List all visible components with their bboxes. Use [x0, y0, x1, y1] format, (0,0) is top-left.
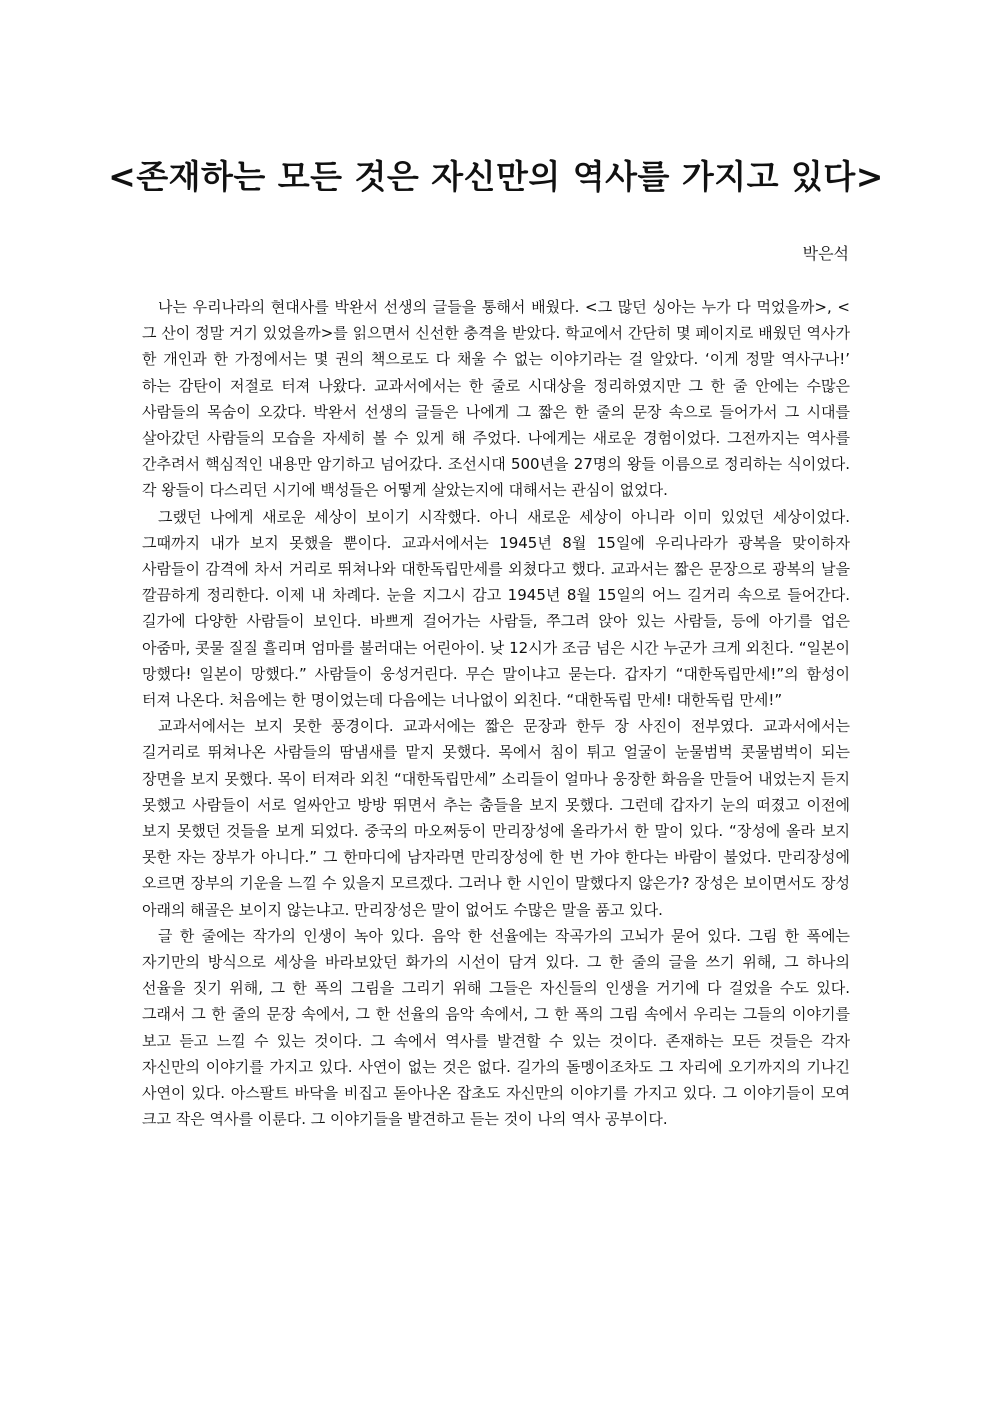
paragraph-4: 글 한 줄에는 작가의 인생이 녹아 있다. 음악 한 선율에는 작곡가의 고뇌가 묻어 있다. 그림 한 폭에는 자기만의 방식으로 세상을 바라보았던 화가의 시선이 담겨 있다. 그 한 줄의 글을 쓰기 위해, 그 하나의 선율을 짓기 위해, 그 한 폭의 그림을 그리기 위해 그들은 자신들의 인생을 거기에 다 걸었을 수도 있다. 그래서 그 한 줄의 문장 속에서, 그 한 선율의 음악 속에서, 그 한 폭의 그림 속에서 우리는 그들의 이야기를 보고 듣고 느낄 수 있는 것이다. 그 속에서 역사를 발견할 수 있는 것이다. 존재하는 모든 것들은 각자 자신만의 이야기를 가지고 있다. 사연이 없는 것은 없다. 길가의 돌멩이조차도 그 자리에 오기까지의 기나긴 사연이 있다. 아스팔트 바닥을 비집고 돋아나온 잡초도 자신만의 이야기를 가지고 있다. 그 이야기들이 모여 크고 작은 역사를 이룬다. 그 이야기들을 발견하고 듣는 것이 나의 역사 공부이다.	[142, 926, 850, 1129]
paragraph-2: 그랬던 나에게 새로운 세상이 보이기 시작했다. 아니 새로운 세상이 아니라 이미 있었던 세상이었다. 그때까지 내가 보지 못했을 뿐이다. 교과서에서는 1945년 8월 15일에 우리나라가 광복을 맞이하자 사람들이 감격에 차서 거리로 뛰쳐나와 대한독립만세를 외쳤다고 했다. 교과서는 짧은 문장으로 광복의 날을 깔끔하게 정리한다. 이제 내 차례다. 눈을 지그시 감고 1945년 8월 15일의 어느 길거리 속으로 들어간다. 길가에 다양한 사람들이 보인다. 바쁘게 걸어가는 사람들, 쭈그려 앉아 있는 사람들, 등에 아기를 업은 아줌마, 콧물 질질 흘리며 엄마를 불러대는 어린아이. 낮 12시가 조금 넘은 시간 누군가 크게 외친다. “일본이 망했다! 일본이 망했다.” 사람들이 웅성거린다. 무슨 말이냐고 묻는다. 갑자기 “대한독립만세!”의 함성이 터져 나온다. 처음에는 한 명이었는데 다음에는 너나없이 외친다. “대한독립 만세! 대한독립 만세!”	[142, 507, 850, 710]
author-name: 박은석	[802, 244, 849, 263]
essay-title: <존재하는 모든 것은 자신만의 역사를 가지고 있다>	[108, 157, 884, 196]
paragraph-1: 나는 우리나라의 현대사를 박완서 선생의 글들을 통해서 배웠다. <그 많던 싱아는 누가 다 먹었을까>, <그 산이 정말 거기 있었을까>를 읽으면서 신선한 충격을 받았다. 학교에서 간단히 몇 페이지로 배웠던 역사가 한 개인과 한 가정에서는 몇 권의 책으로도 다 채울 수 없는 이야기라는 걸 알았다. ‘이게 정말 역사구나!’ 하는 감탄이 저절로 터져 나왔다. 교과서에서는 한 줄로 시대상을 정리하였지만 그 한 줄 안에는 수많은 사람들의 목숨이 오갔다. 박완서 선생의 글들은 나에게 그 짧은 한 줄의 문장 속으로 들어가서 그 시대를 살아갔던 사람들의 모습을 자세히 볼 수 있게 해 주었다. 나에게는 새로운 경험이었다. 그전까지는 역사를 간추려서 핵심적인 내용만 암기하고 넘어갔다. 조선시대 500년을 27명의 왕들 이름으로 정리하는 식이었다. 각 왕들이 다스리던 시기에 백성들은 어떻게 살았는지에 대해서는 관심이 없었다.	[142, 298, 850, 500]
essay-body	[142, 294, 850, 1133]
paragraph-3: 교과서에서는 보지 못한 풍경이다. 교과서에는 짧은 문장과 한두 장 사진이 전부였다. 교과서에서는 길거리로 뛰쳐나온 사람들의 땀냄새를 맡지 못했다. 목에서 침이 튀고 얼굴이 눈물범벅 콧물범벅이 되는 장면을 보지 못했다. 목이 터져라 외친 “대한독립만세” 소리들이 얼마나 웅장한 화음을 만들어 내었는지 듣지 못했고 사람들이 서로 얼싸안고 방방 뛰면서 추는 춤들을 보지 못했다. 그런데 갑자기 눈의 떠졌고 이전에 보지 못했던 것들을 보게 되었다. 중국의 마오쩌둥이 만리장성에 올라가서 한 말이 있다. “장성에 올라 보지 못한 자는 장부가 아니다.” 그 한마디에 남자라면 만리장성에 한 번 가야 한다는 바람이 불었다. 만리장성에 오르면 장부의 기운을 느낄 수 있을지 모르겠다. 그러나 한 시인이 말했다지 않은가? 장성은 보이면서도 장성 아래의 해골은 보이지 않는냐고. 만리장성은 말이 없어도 수많은 말을 품고 있다.	[142, 717, 850, 919]
